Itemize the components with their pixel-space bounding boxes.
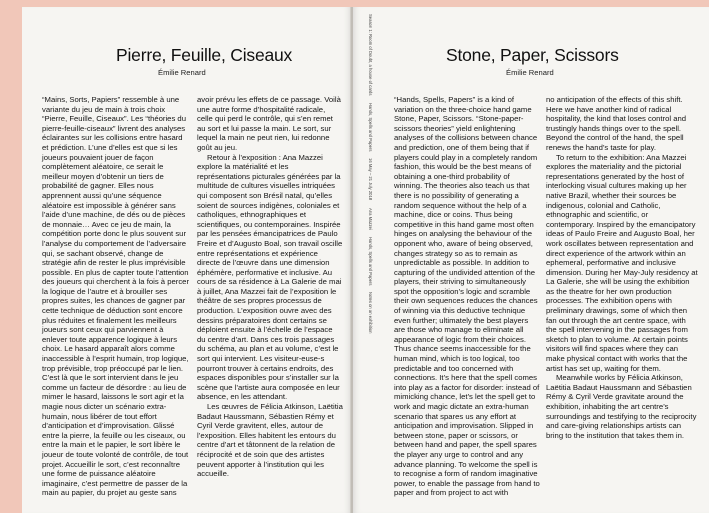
paragraph: Les œuvres de Félicia Atkinson, Laëtitia Badaut Haussmann, Sébastien Rémy et Cyril Verde gravitent, elles, autour de l’exposition. Elles habitent les entours du centre d’art et tâtonnent de la relation de réciprocité et de soin que des artistes peuvent apporter à l’institution qui les accueille. [197, 402, 343, 479]
paragraph: “Mains, Sorts, Papiers” ressemble à une variante du jeu de main à trois choix “Pierre, Feuille, Ciseaux”. Les “théories du pierre-feuille-ciseaux” livrent des analyses éclairantes sur les collisions entre hasard et prédiction. L’une d’elles est que si les joueurs pouvaient jouer de façon complètement aléatoire, ce serait le meilleur moyen d’obtenir un tiers de probabilité de gagner. Elles nous apprennent aussi qu’une séquence aléatoire est impossible à générer sans l’aide d’une machine, de dés ou de pièces de monnaie… Avec ce jeu de main, la compétition porte donc le plus souvent sur l’analyse du comportement de l’adversaire qui, se sachant observé, change de stratégie afin de rester le plus imprévisible possible. En plus de capter toute l’attention des joueurs qui cherchent à la fois à percer la logique de l’autre et à brouiller ses propres suites, les chances de gagner par cette technique de déduction sont encore plus réduites et finalement les meilleurs joueurs sont ceux qui parviennent à enlever toute apparence logique à leurs choix. Le hasard apparaît alors comme inaccessible à l’esprit humain, trop logique, trop prévisible, trop préoccupé par le lien. C’est là que le sort intervient dans le jeu comme un facteur de désordre : au lieu de mimer le hasard, laissons le sort agir et la magie nous dicter un scénario extra-humain, nous libérer de tout effort d’anticipation et d’improvisation. Glissé entre la pierre, la feuille ou les ciseaux, ou entre la main et le papier, le sort libère le joueur de toute volonté de contrôle, de tout projet. Accueillir le sort, c’est reconnaître une forme de puissance aléatoire imaginaire, c’est permettre de passer de la main au papier, du projet au geste sans [42, 95, 190, 498]
paragraph: Meanwhile works by Félicia Atkinson, Laëtitia Badaut Haussmann and Sébastien Rémy & Cyril Verde gravitate around the exhibition, inhabiting the art centre’s surroundings and testifying to the reciprocity and care-giving relationships artists can bring to the institution that takes them in. [546, 373, 697, 440]
page-title-english: Stone, Paper, Scissors [446, 45, 619, 65]
running-head-item: Season 1: Room of Doubt, a house of cards [368, 14, 373, 96]
paragraph: Retour à l’exposition : Ana Mazzei explore la matérialité et les représentations picturales générées par la multitude de cultures visuelles intriquées qui composent son Brésil natal, qu’elles soient de sources indigènes, coloniales et catholiques, ethnographiques et scientifiques, ou contemporaines. Inspirée par les pensées émancipatrices de Paulo Freire et d’Augusto Boal, son travail oscille entre représentations et expérience directe de l’œuvre dans une dimension éphémère, performative et inclusive. Au cours de sa résidence à La Galerie de mai à juillet, Ana Mazzei fait de l’exposition le théâtre de ses propres processus de production. L’exposition ouvre avec des dessins préparatoires dont certains se déploient ensuite à l’échelle de l’espace du centre d’art. Dans ces trois passages du schéma, au plan et au volume, c’est le sort qui intervient. Les visiteur-euse-s pourront trouver à certains endroits, des espaces disponibles pour s’installer sur la scène que l’artiste aura composée en leur absence, en les attendant. [197, 152, 343, 402]
author-name-english: Émilie Renard [506, 68, 554, 77]
author-name-french: Émilie Renard [158, 68, 206, 77]
left-page [22, 7, 351, 513]
text-column-french-1 [42, 95, 190, 498]
paragraph: no anticipation of the effects of this shift. Here we have another kind of radical hospitality, the kind that loses control and trustingly hands things over to the spell. Beyond the control of the hand, the spell renews the hand’s taste for play. [546, 95, 687, 152]
running-head-item: Notes on an exhibition [368, 292, 373, 334]
running-head-vertical [368, 14, 373, 504]
right-page [353, 7, 709, 513]
text-column-english-2 [546, 95, 698, 440]
page-title-french: Pierre, Feuille, Ciseaux [116, 45, 293, 65]
paragraph: “Hands, Spells, Papers” is a kind of variation on the three-choice hand game Stone, Paper, Scissors. “Stone-paper-scissors theories” yield enlightening analyses of the collisions between chance and prediction, one of them being that if players could play in a completely random fashion, this would be the best means of obtaining a one-third probability of winning. The theories also teach us that there is no possibility of generating a random sequence without the help of a machine, dice or coins. Thus being competitive in this hand game most often hinges on analysing the behaviour of the opponent who, aware of being observed, changes strategy so as to remain as unpredictable as possible. In addition to capturing of the undivided attention of the players, their striving to simultaneously spot the opposition’s logic and scramble their own sequences reduces the chances of winning via this deductive technique even further; ultimately the best players are those who manage to eliminate all appearance of logic from their choices. Thus chance seems inaccessible for the human mind, which is too logical, too predictable and too concerned with connections. It’s here that the spell comes into play as a factor for disorder: instead of mimicking chance, let’s let the spell get to work and magic dictate an extra-human scenario that spares us any effort at anticipation and improvisation. Slipped in between stone, paper or scissors, or between hand and paper, the spell spares the player any urge to control and any advance planning. To welcome the spell is to recognise a form of random imaginative power, to enable the passage from hand to paper and from project to act with [394, 95, 540, 498]
paragraph: To return to the exhibition: Ana Mazzei explores the materiality and the pictorial representations generated by the host of interlocking visual cultures making up her native Brazil, whether their sources be indigenous, colonial and Catholic, ethnographic and scientific, or contemporary. Inspired by the emancipatory ideas of Paulo Freire and Augusto Boal, her work oscillates between representation and direct experience of the artwork within an ephemeral, performative and inclusive dimension. During her May-July residency at La Galerie, she will be using the exhibition as the theatre for her own production processes. The exhibition opens with preliminary drawings, some of which then fan out through the art centre space, with the spell intervening in the passages from sketch to plan to volume. At certain points visitors will find spaces where they can make physical contact with works that the artist has set up, waiting for them. [546, 152, 698, 373]
running-head-item: 16 May – 21 July 2018 [368, 158, 373, 201]
text-column-french-2 [197, 95, 343, 479]
running-head-item: Ana Mazzei [368, 207, 373, 230]
running-head-item: Hands, Spells and Papers [368, 102, 373, 152]
paragraph: avoir prévu les effets de ce passage. Voilà une autre forme d’hospitalité radicale, celle qui perd le contrôle, qui s’en remet au sort et lui passe la main. Le sort, sur lequel la main ne peut rien, lui redonne goût au jeu. [197, 95, 341, 152]
text-column-english-1 [394, 95, 540, 498]
running-head-item: Hands, Spells and Papers [368, 236, 373, 286]
